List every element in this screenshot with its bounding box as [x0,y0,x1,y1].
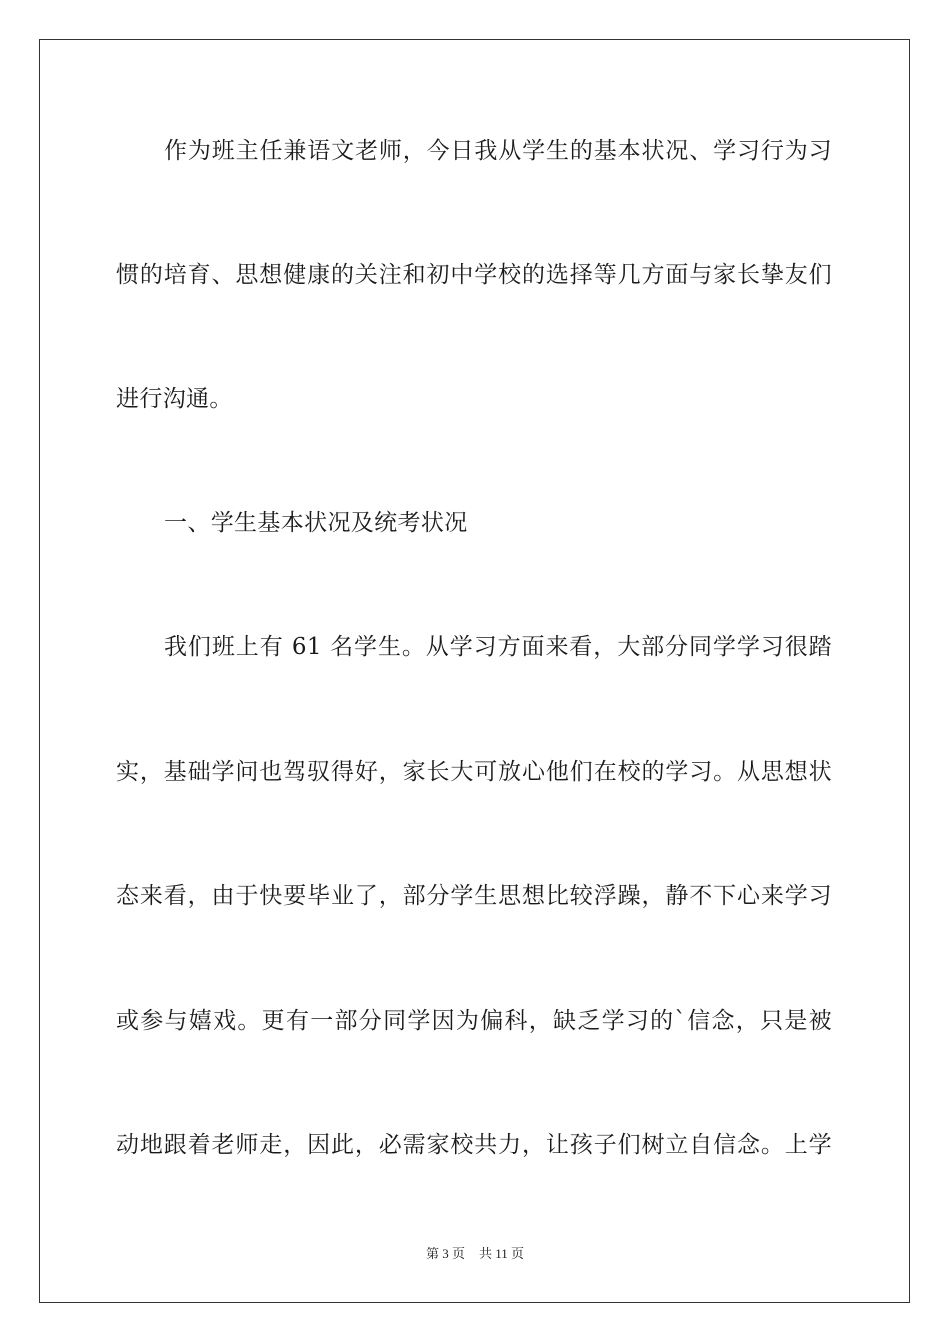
paragraph-2-line-3: 态来看，由于快要毕业了，部分学生思想比较浮躁，静不下心来学习 [116,883,832,909]
page-number-total: 共 11 页 [478,1246,525,1261]
page-number-current: 第 3 页 [425,1246,465,1261]
page-border [39,39,910,1303]
paragraph-2-line-4: 或参与嬉戏。更有一部分同学因为偏科，缺乏学习的`信念，只是被 [116,1008,832,1034]
paragraph-2-line-2: 实，基础学问也驾驭得好，家长大可放心他们在校的学习。从思想状 [116,759,832,785]
paragraph-1-line-2: 惯的培育、思想健康的关注和初中学校的选择等几方面与家长挚友们 [116,262,832,288]
paragraph-2-line-1: 我们班上有 61 名学生。从学习方面来看，大部分同学学习很踏 [164,634,832,660]
paragraph-1-line-3: 进行沟通。 [116,386,233,412]
section-heading: 一、学生基本状况及统考状况 [164,510,468,536]
page-footer [0,1245,950,1263]
paragraph-2-line-5: 动地跟着老师走，因此，必需家校共力，让孩子们树立自信念。上学 [116,1132,832,1158]
paragraph-1-line-1: 作为班主任兼语文老师，今日我从学生的基本状况、学习行为习 [164,138,832,164]
